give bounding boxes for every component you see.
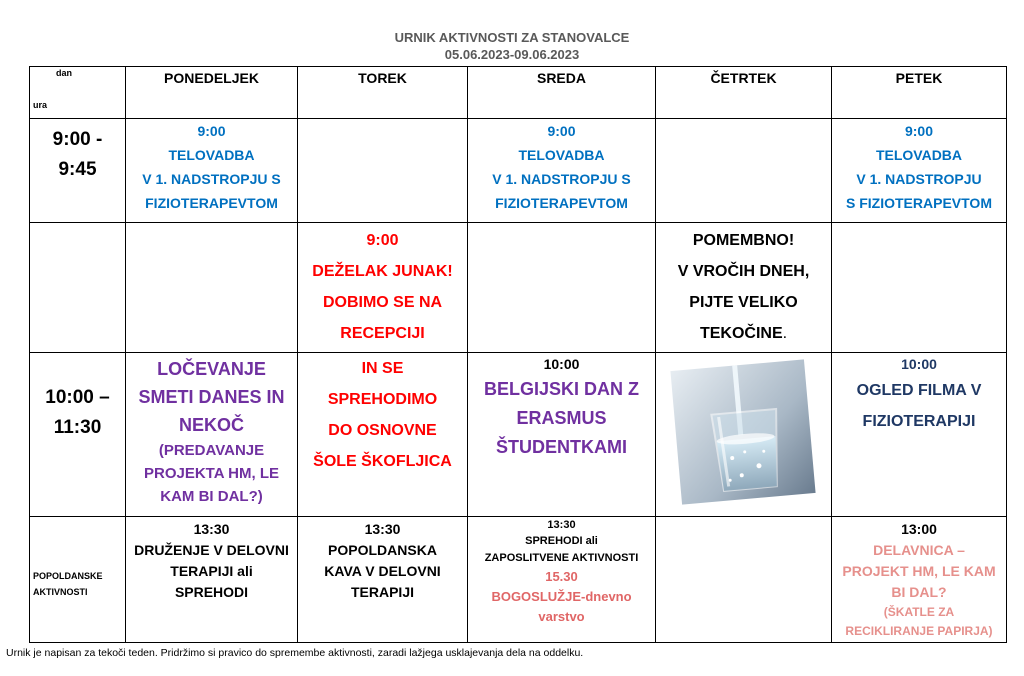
row-late-morning: [30, 353, 1007, 517]
row-morning: [30, 119, 1007, 223]
activity-cell: LOČEVANJE SMETI DANES IN NEKOČ (PREDAVANJE PROJEKTA HM, LE KAM BI DAL?): [126, 353, 298, 517]
empty-cell: [468, 223, 656, 353]
day-header: SREDA: [468, 67, 656, 119]
hour-label: ura: [33, 100, 48, 110]
activity-cell: 10:00 OGLED FILMA V FIZIOTERAPIJI: [832, 353, 1007, 517]
day-header: PONEDELJEK: [126, 67, 298, 119]
time-cell: 10:00 – 11:30: [30, 353, 126, 517]
activity-cell: 9:00 TELOVADBA V 1. NADSTROPJU S FIZIOTERAPEVTOM: [832, 119, 1007, 223]
activity-cell: 13:30 DRUŽENJE V DELOVNI TERAPIJI ali SPREHODI: [126, 517, 298, 643]
afternoon-label: POPOLDANSKE AKTIVNOSTI: [30, 517, 126, 643]
empty-cell: [656, 119, 832, 223]
row-afternoon: [30, 517, 1007, 643]
empty-cell: [832, 223, 1007, 353]
activity-cell: 9:00 DEŽELAK JUNAK! DOBIMO SE NA RECEPCIJI: [298, 223, 468, 353]
schedule-title: URNIK AKTIVNOSTI ZA STANOVALCE: [394, 30, 630, 45]
water-glass-image: [668, 357, 818, 507]
day-header: ČETRTEK: [656, 67, 832, 119]
date-range: 05.06.2023-09.06.2023: [444, 47, 580, 62]
time-cell: 9:00 - 9:45: [30, 119, 126, 223]
activity-cell: 13:00 DELAVNICA – PROJEKT HM, LE KAM BI DAL? (ŠKATLE ZA RECIKLIRANJE PAPIRJA): [832, 517, 1007, 643]
notice-cell: POMEMBNO! V VROČIH DNEH, PIJTE VELIKO TEKOČINE.: [656, 223, 832, 353]
day-header: TOREK: [298, 67, 468, 119]
activity-cell: 10:00 BELGIJSKI DAN Z ERASMUS ŠTUDENTKAMI: [468, 353, 656, 517]
activity-cell: 9:00 TELOVADBA V 1. NADSTROPJU S FIZIOTERAPEVTOM: [126, 119, 298, 223]
empty-cell: [126, 223, 298, 353]
activity-cell: 13:30 POPOLDANSKA KAVA V DELOVNI TERAPIJI: [298, 517, 468, 643]
corner-cell: [30, 67, 126, 119]
activity-cell: 13:30 SPREHODI ali ZAPOSLITVENE AKTIVNOSTI 15.30 BOGOSLUŽJE-dnevno varstvo: [468, 517, 656, 643]
schedule-table: [29, 66, 1007, 643]
day-header: PETEK: [832, 67, 1007, 119]
footnote: Urnik je napisan za tekoči teden. Pridržimo si pravico do spremembe aktivnosti, zaradi lažjega usklajevanja dela na oddelku.: [6, 647, 584, 659]
day-label: dan: [56, 68, 73, 78]
empty-cell: [30, 223, 126, 353]
empty-cell: [656, 517, 832, 643]
image-cell: [656, 353, 832, 517]
empty-cell: [298, 119, 468, 223]
activity-cell: IN SE SPREHODIMO DO OSNOVNE ŠOLE ŠKOFLJICA: [298, 353, 468, 517]
activity-cell: 9:00 TELOVADBA V 1. NADSTROPJU S FIZIOTERAPEVTOM: [468, 119, 656, 223]
header-row: [30, 67, 1007, 119]
row-mid: [30, 223, 1007, 353]
